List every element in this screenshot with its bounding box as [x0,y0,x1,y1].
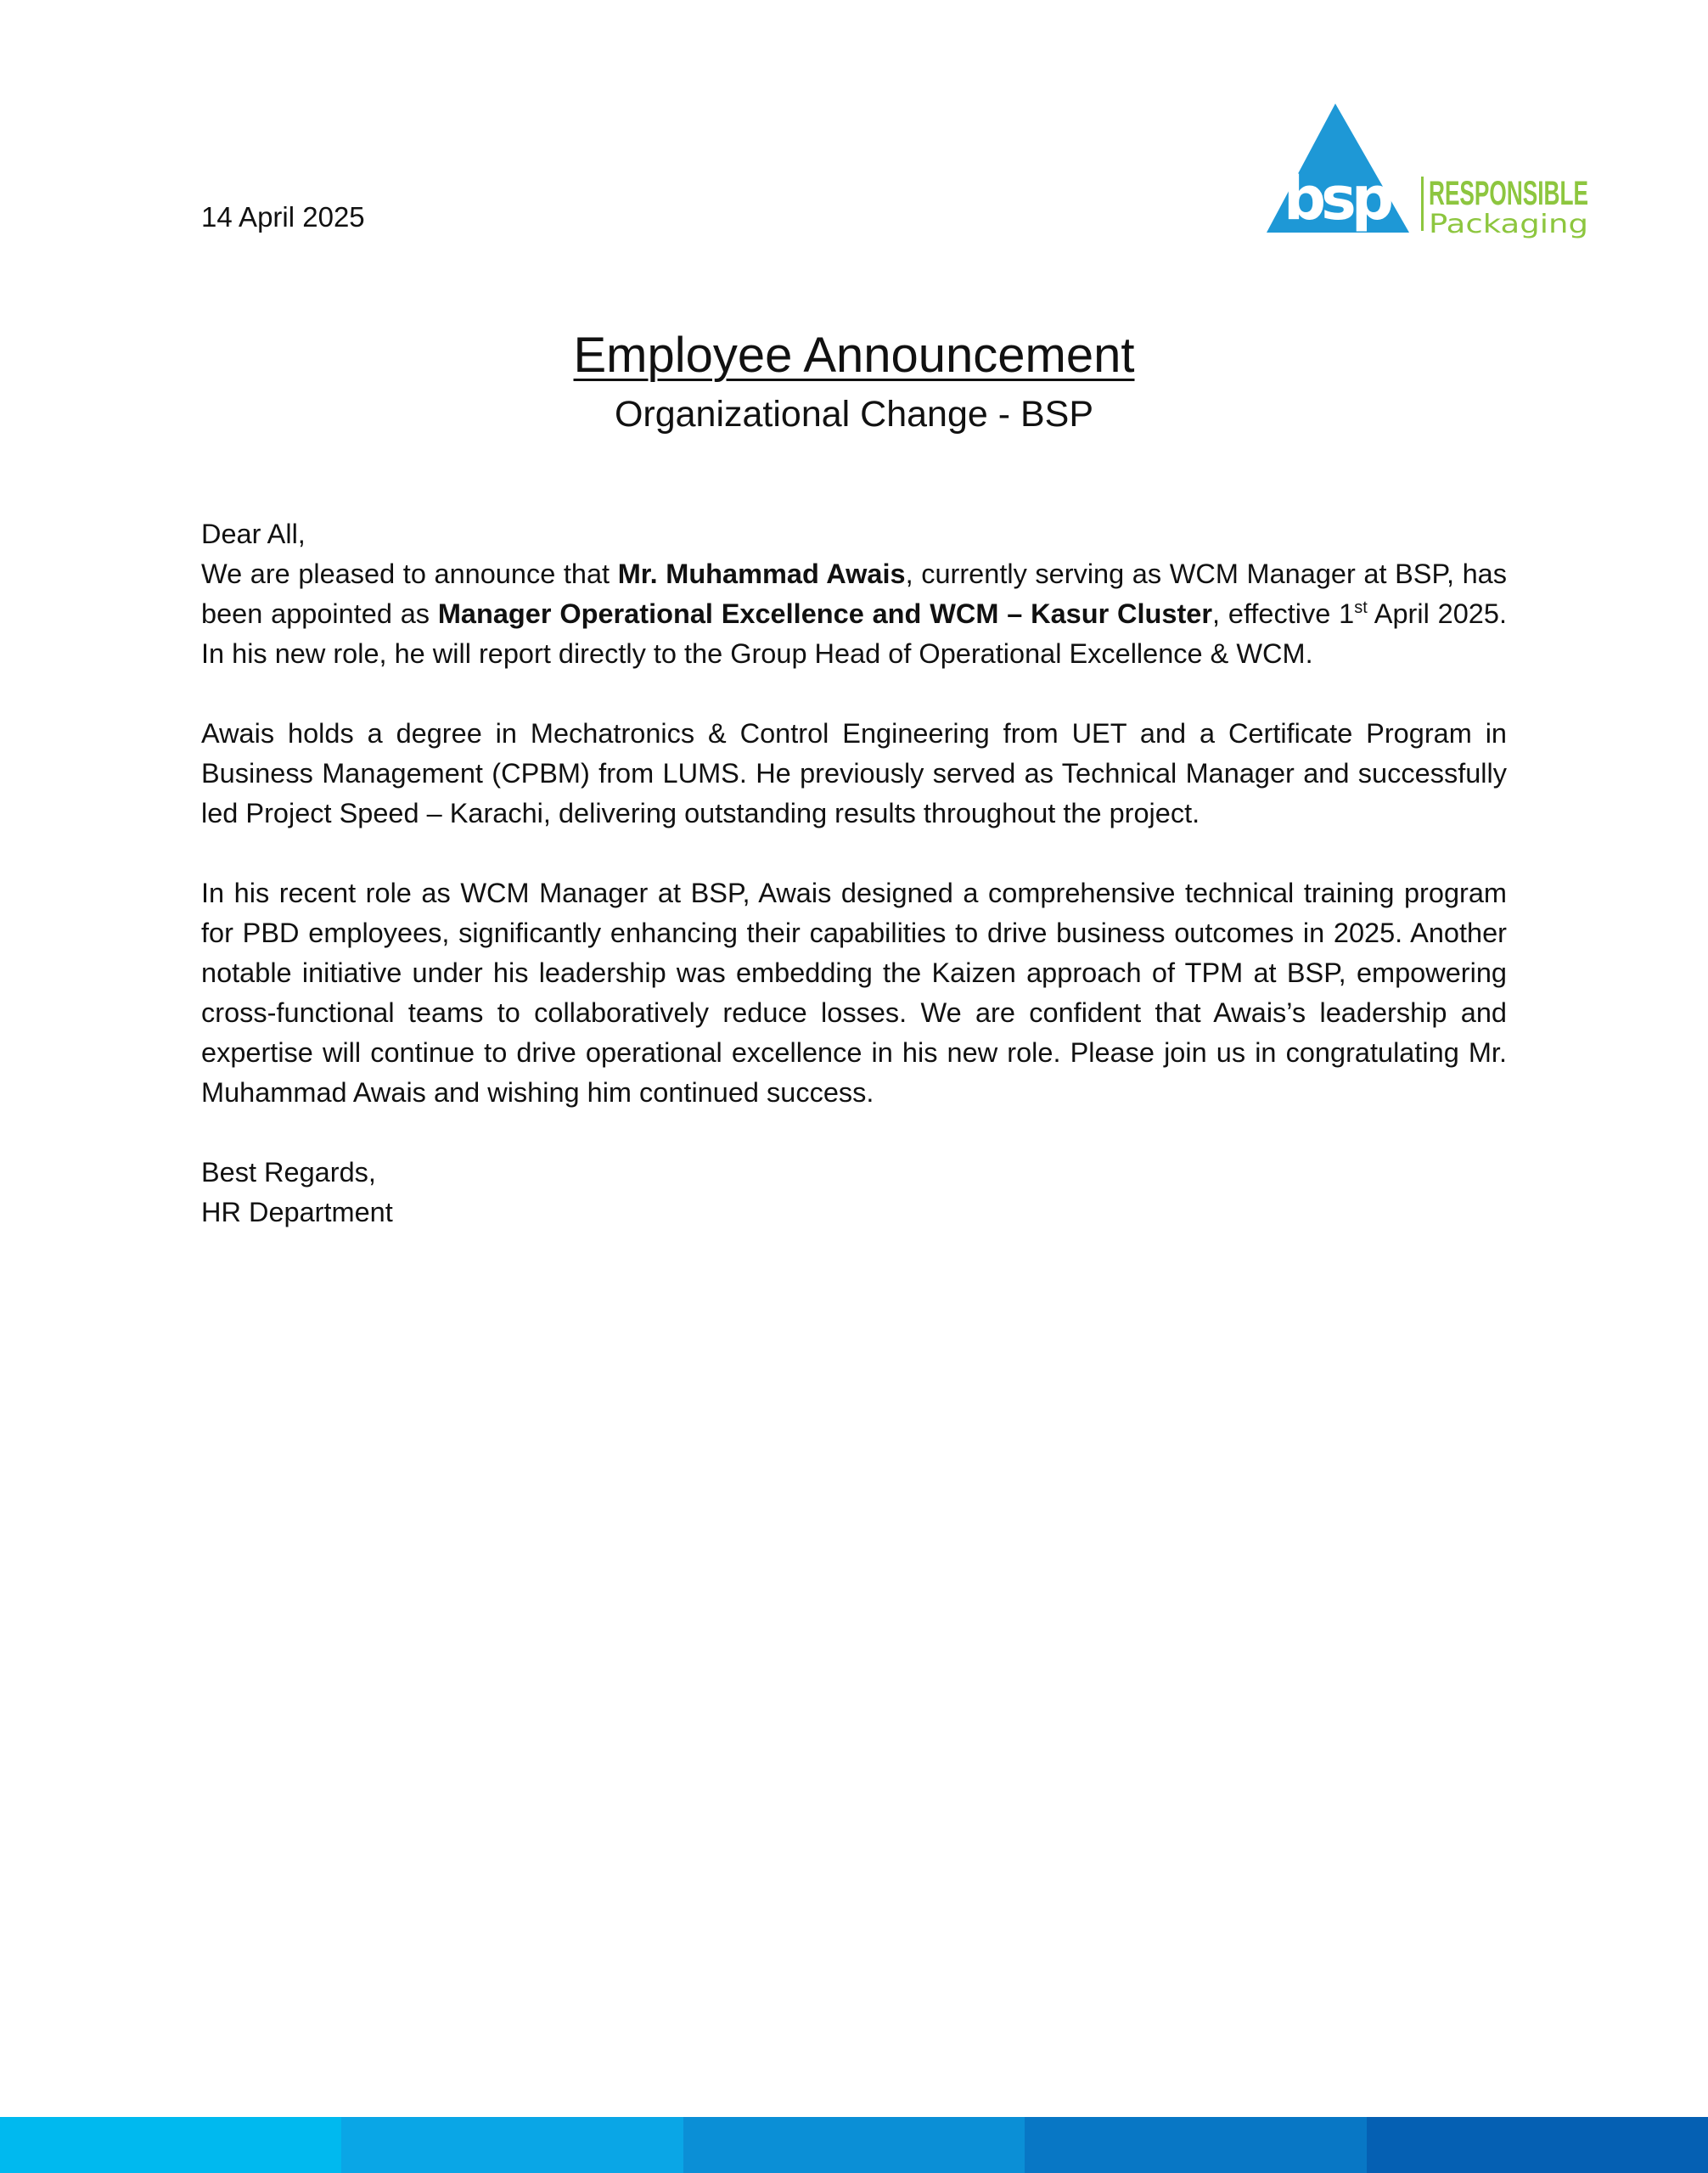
logo-word-responsible: RESPONSIBLE [1429,175,1588,212]
closing: Best Regards, [201,1157,376,1188]
logo-mark: bsp [1284,164,1389,233]
paragraph-background: Awais holds a degree in Mechatronics & Control Engineering from UET and a Certificate Program in Business Management (CPBM) from LUMS. He previously served as Technical Manager and successfully led Project Speed – Karachi, delivering outstanding results throughout the project. [201,718,1507,828]
letter-body [201,514,1507,1232]
logo-word-packaging: Packaging [1429,210,1588,239]
paragraph-appointment: We are pleased to announce that Mr. Muhammad Awais, currently serving as WCM Manager at BSP, has been appointed as Manager Operational Excellence and WCM – Kasur Cluster, effective 1st April 2025. In his new role, he will report directly to the Group Head of Operational Excellence & WCM. [201,559,1507,669]
bsp-logo [1263,100,1590,244]
footer-segment [1025,2117,1366,2173]
document-date: 14 April 2025 [201,201,365,233]
employee-name: Mr. Muhammad Awais [617,559,906,589]
new-position: Manager Operational Excellence and WCM – Kasur Cluster [437,598,1213,629]
title-block [0,326,1708,436]
logo-divider [1421,177,1424,231]
footer-segment [1367,2117,1708,2173]
document-title: Employee Announcement [573,328,1135,383]
footer-color-bar [0,2117,1708,2173]
footer-segment [683,2117,1025,2173]
paragraph-achievements: In his recent role as WCM Manager at BSP, Awais designed a comprehensive technical training program for PBD employees, significantly enhancing their capabilities to drive business outcomes in 2025. Another notable initiative under his leadership was embedding the Kaizen approach of TPM at BSP, empowering cross-functional teams to collaboratively reduce losses. We are confident that Awais’s leadership and expertise will continue to drive operational excellence in his new role. Please join us in congratulating Mr. Muhammad Awais and wishing him continued success. [201,878,1507,1108]
footer-segment [0,2117,341,2173]
signature: HR Department [201,1197,393,1227]
greeting: Dear All, [201,519,306,549]
footer-segment [341,2117,683,2173]
document-subtitle: Organizational Change - BSP [614,394,1094,435]
